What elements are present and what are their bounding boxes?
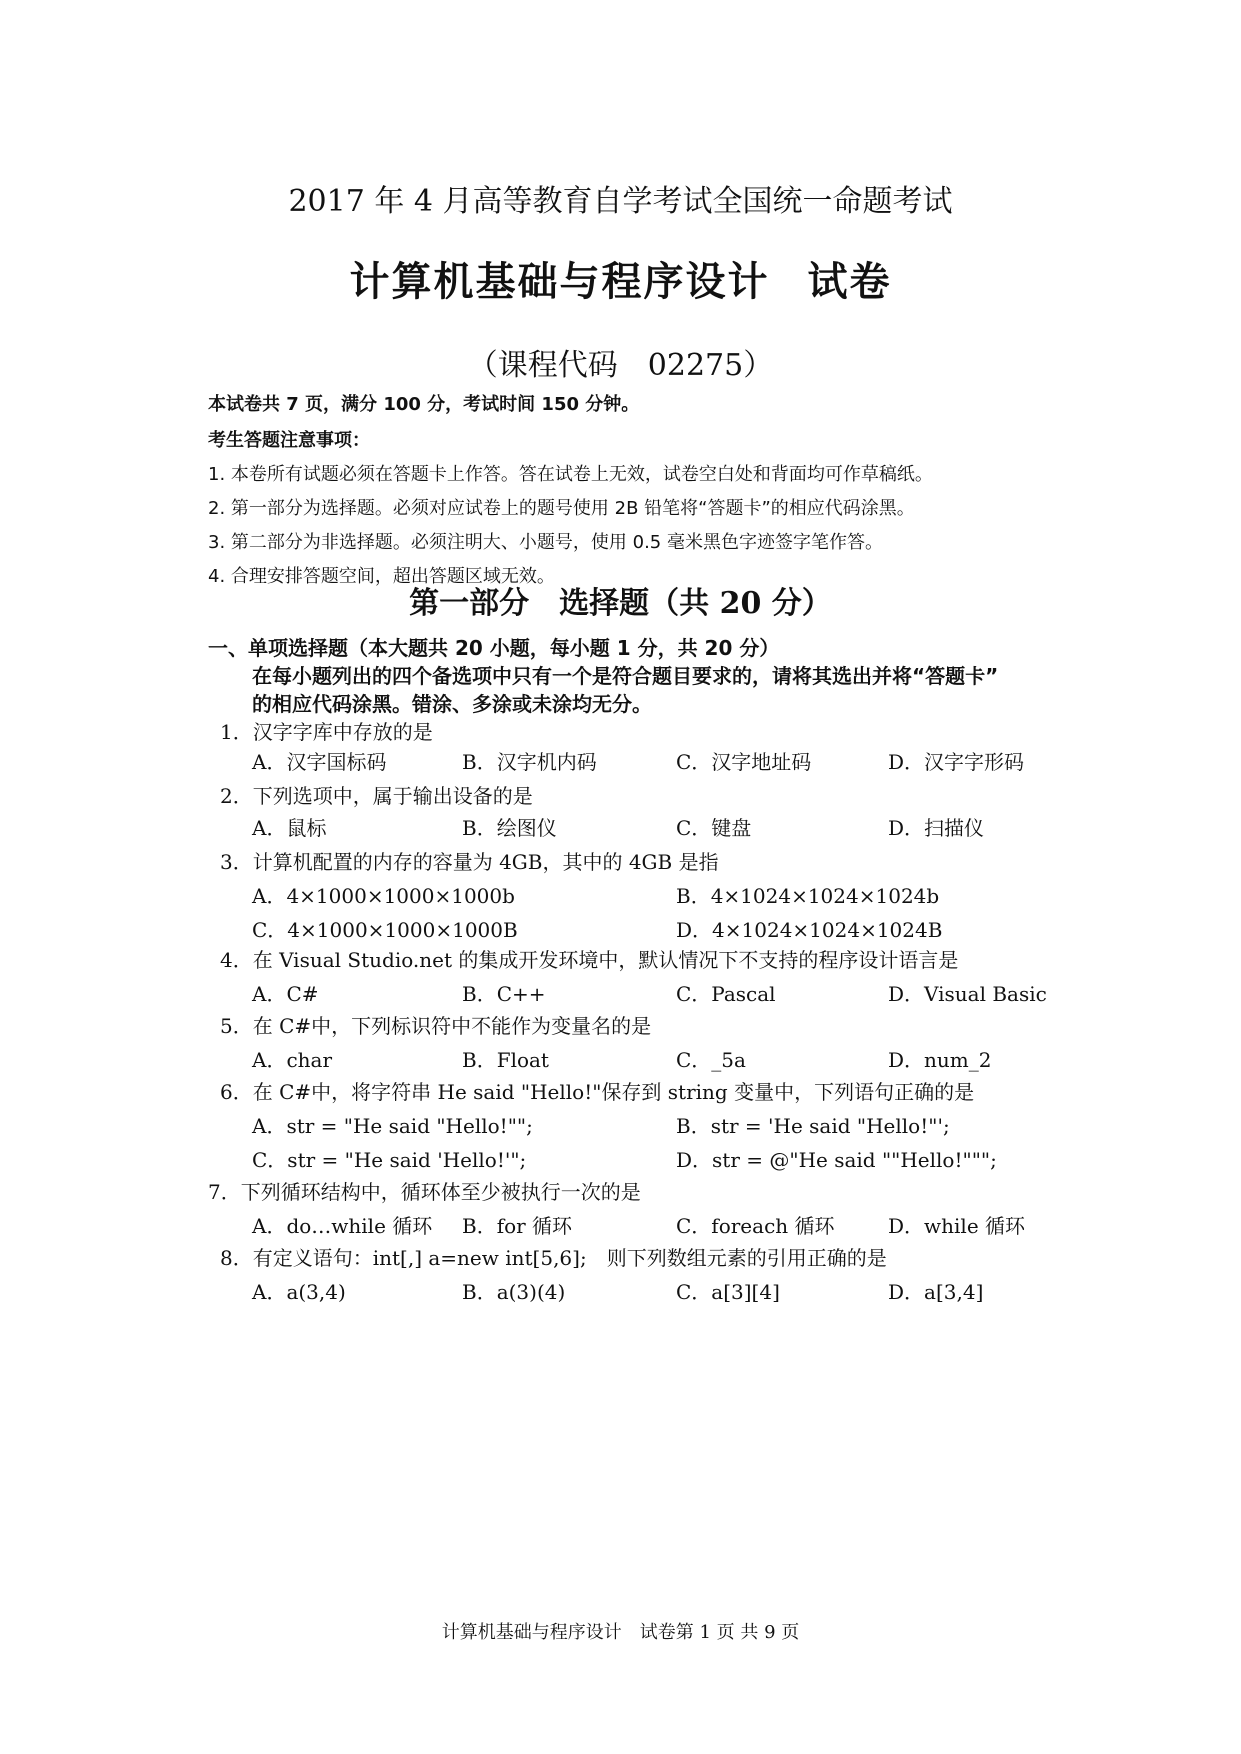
option: B．绘图仪: [462, 816, 557, 840]
option: D．汉字字形码: [888, 750, 1025, 774]
option: A．char: [252, 1048, 333, 1072]
note-item: 1. 本卷所有试题必须在答题卡上作答。答在试卷上无效，试卷空白处和背面均可作草稿纸。: [208, 464, 933, 485]
exam-summary: 本试卷共 7 页，满分 100 分，考试时间 150 分钟。: [208, 394, 640, 415]
option: C．汉字地址码: [676, 750, 812, 774]
paper-title-suffix: 试卷: [807, 258, 892, 305]
option: A．a(3,4): [252, 1280, 346, 1304]
option: A．str = "He said "Hello!"";: [252, 1114, 533, 1138]
option: B．for 循环: [462, 1214, 573, 1238]
option: C．键盘: [676, 816, 752, 840]
exam-header: 2017 年 4 月高等教育自学考试全国统一命题考试: [288, 184, 953, 219]
option: B．C++: [462, 982, 546, 1006]
question-stem: 7．下列循环结构中，循环体至少被执行一次的是: [208, 1180, 641, 1204]
option: B．汉字机内码: [462, 750, 597, 774]
option: D．a[3,4]: [888, 1280, 984, 1304]
section-instructions: 的相应代码涂黑。错涂、多涂或未涂均无分。: [252, 692, 652, 716]
part-title: 第一部分 选择题（共 20 分）: [409, 586, 832, 621]
question-stem: 8．有定义语句：int[,] a=new int[5,6]; 则下列数组元素的引用正确的是: [220, 1246, 887, 1270]
option: C．4×1000×1000×1000B: [252, 918, 518, 942]
option: D．Visual Basic: [888, 982, 1047, 1006]
question-stem: 4．在 Visual Studio.net 的集成开发环境中，默认情况下不支持的程序设计语言是: [220, 948, 959, 972]
option: C．a[3][4]: [676, 1280, 780, 1304]
question-stem: 3．计算机配置的内存的容量为 4GB，其中的 4GB 是指: [220, 850, 719, 874]
page-footer: 计算机基础与程序设计 试卷第 1 页 共 9 页: [441, 1622, 800, 1643]
option: A．C#: [252, 982, 319, 1006]
option: C．foreach 循环: [676, 1214, 835, 1238]
option: C．str = "He said 'Hello!'";: [252, 1148, 527, 1172]
notes-heading: 考生答题注意事项：: [208, 430, 370, 451]
option: C．_5a: [676, 1048, 746, 1072]
option: D．str = @"He said ""Hello!""";: [676, 1148, 997, 1172]
option: A．鼠标: [252, 816, 327, 840]
option: B．4×1024×1024×1024b: [676, 884, 940, 908]
option: D．num_2: [888, 1048, 992, 1072]
note-item: 3. 第二部分为非选择题。必须注明大、小题号，使用 0.5 毫米黑色字迹签字笔作答。: [208, 532, 883, 553]
question-stem: 5．在 C#中，下列标识符中不能作为变量名的是: [220, 1014, 652, 1038]
option: D．4×1024×1024×1024B: [676, 918, 943, 942]
question-stem: 1．汉字字库中存放的是: [220, 720, 433, 744]
course-code: （课程代码 02275）: [467, 348, 774, 383]
note-item: 4. 合理安排答题空间，超出答题区域无效。: [208, 566, 555, 587]
option: A．4×1000×1000×1000b: [252, 884, 515, 908]
question-stem: 6．在 C#中，将字符串 He said "Hello!"保存到 string 变量中，下列语句正确的是: [220, 1080, 975, 1104]
option: B．Float: [462, 1048, 549, 1072]
question-stem: 2．下列选项中，属于输出设备的是: [220, 784, 533, 808]
option: B．str = 'He said "Hello!"';: [676, 1114, 950, 1138]
option: C．Pascal: [676, 982, 776, 1006]
option: D．while 循环: [888, 1214, 1026, 1238]
note-item: 2. 第一部分为选择题。必须对应试卷上的题号使用 2B 铅笔将“答题卡”的相应代码涂黑。: [208, 498, 915, 519]
section-heading: 一、单项选择题（本大题共 20 小题，每小题 1 分，共 20 分）: [208, 636, 780, 660]
option: D．扫描仪: [888, 816, 985, 840]
option: A．汉字国标码: [252, 750, 387, 774]
option: B．a(3)(4): [462, 1280, 566, 1304]
paper-title: [0, 250, 1241, 307]
section-instructions: 在每小题列出的四个备选项中只有一个是符合题目要求的，请将其选出并将“答题卡”: [252, 664, 999, 688]
paper-title-main: 计算机基础与程序设计: [349, 258, 770, 305]
option: A．do…while 循环: [252, 1214, 433, 1238]
